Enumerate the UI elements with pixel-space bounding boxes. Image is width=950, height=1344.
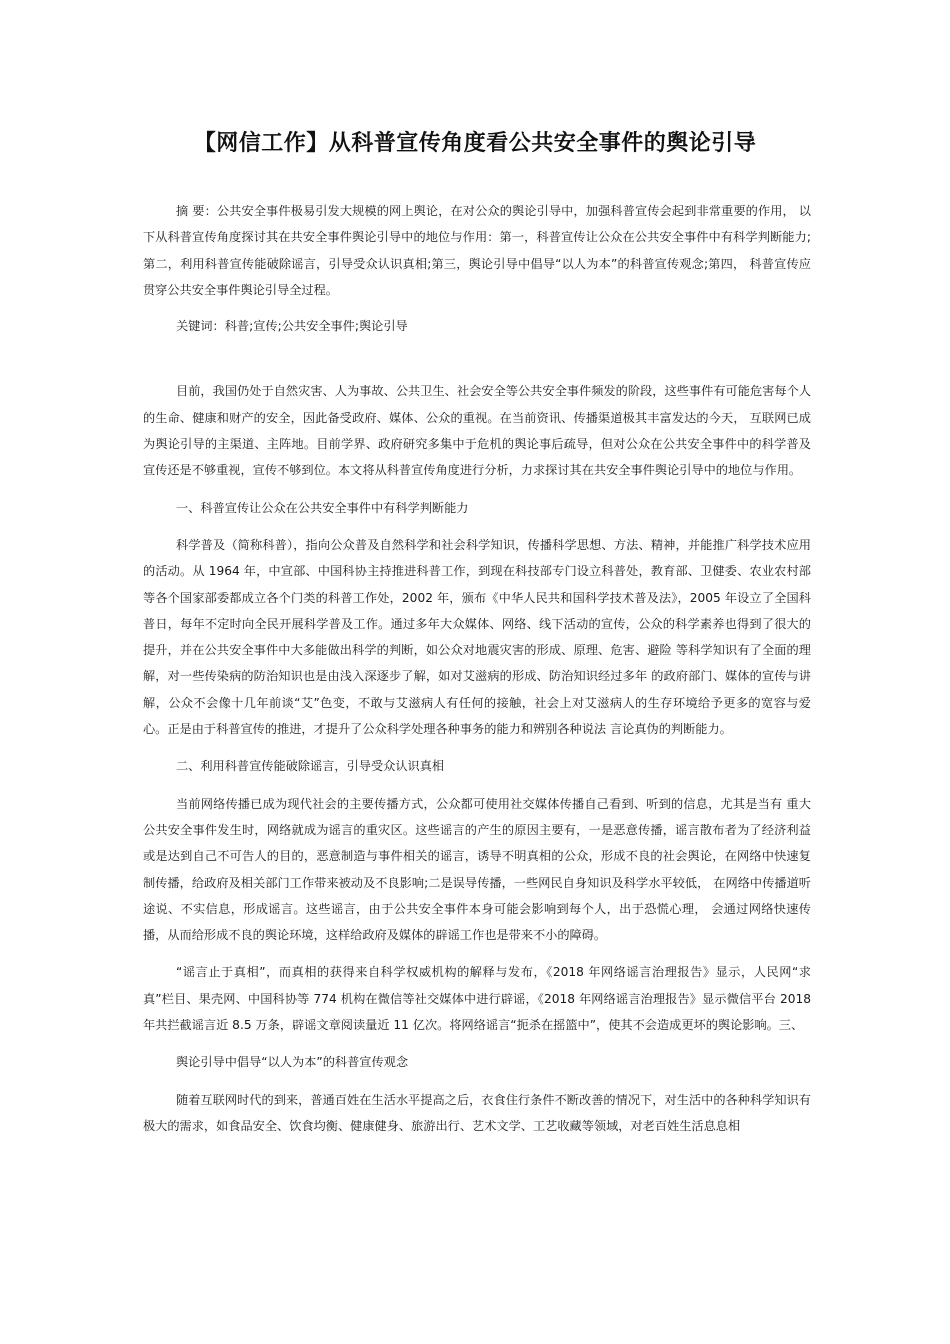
section-heading-3: 舆论引导中倡导“以人为本”的科普宣传观念: [176, 1055, 409, 1070]
section-2-paragraph: 当前网络传播已成为现代社会的主要传播方式，公众都可使用社交媒体传播自己看到、听到的信息，尤其是当有 重大公共安全事件发生时，网络就成为谣言的重灾区。这些谣言的产生的原因主要有，一是恶意传播，谣言散布者为了经济利益或是达到自己不可告人的目的，恶意制造与事件相关的谣言，诱导不明真相的公众，形成不良的社会舆论，在网络中快速复制传播，给政府及相关部门工作带来被动及不良影响;二是误导传播，一些网民自身知识及科学水平较低， 在网络中传播道听途说、不实信息，形成谣言。这些谣言，由于公共安全事件本身可能会影响到每个人，出于恐慌心理， 会通过网络快速传播，从而给形成不良的舆论环境，这样给政府及媒体的辟谣工作也是带来不小的障碍。: [143, 796, 811, 943]
section-1-paragraph: 科学普及（简称科普），指向公众普及自然科学和社会科学知识，传播科学思想、方法、精神，并能推广科学技术应用的活动。从 1964 年，中宣部、中国科协主持推进科普工作，到现在科技部专门设立科普处，教育部、卫健委、农业农村部等各个国家部委都成立各个门类的科普工作处，2002 年，颁布《中华人民共和国科学技术普及法》，2005 年设立了全国科普日，每年不定时向全民开展科学普及工作。通过多年大众媒体、网络、线下活动的宣传，公众的科学素养也得到了很大的提升，并在公共安全事件中大多能做出科学的判断，如公众对地震灾害的形成、原理、危害、避险 等科学知识有了全面的理解，对一些传染病的防治知识也是由浅入深逐步了解，如对艾滋病的形成、防治知识经过多年 的政府部门、媒体的宣传与讲解，公众不会像十几年前谈“艾”色变，不敢与艾滋病人有任何的接触，社会上对艾滋病人的生存环境给予更多的宽容与爱心。正是由于科普宣传的推进，才提升了公众科学处理各种事务的能力和辨别各种说法 言论真伪的判断能力。: [143, 537, 811, 737]
keywords-line: 关键词：科普;宣传;公共安全事件;舆论引导: [176, 319, 408, 334]
section-heading-1: 一、科普宣传让公众在公共安全事件中有科学判断能力: [176, 500, 469, 515]
document-body: [143, 198, 811, 1139]
abstract-paragraph: 摘 要：公共安全事件极易引发大规模的网上舆论，在对公众的舆论引导中，加强科普宣传会起到非常重要的作用， 以下从科普宣传角度探讨其在共安全事件舆论引导中的地位与作用：第一，科普宣传让公众在公共安全事件中有科学判断能力;第二，利用科普宣传能破除谣言，引导受众认识真相;第三，舆论引导中倡导“以人为本”的科普宣传观念;第四， 科普宣传应贯穿公共安全事件舆论引导全过程。: [143, 204, 811, 297]
intro-paragraph: 目前，我国仍处于自然灾害、人为事故、公共卫生、社会安全等公共安全事件频发的阶段，这些事件有可能危害每个人的生命、健康和财产的安全，因此备受政府、媒体、公众的重视。在当前资讯、传播渠道极其丰富发达的今天， 互联网已成为舆论引导的主渠道、主阵地。目前学界、政府研究多集中于危机的舆论事后疏导，但对公众在公共安全事件中的科学普及宣传还是不够重视，宣传不够到位。本文将从科普宣传角度进行分析，力求探讨其在共安全事件舆论引导中的地位与作用。: [143, 384, 811, 478]
section-heading-2: 二、利用科普宣传能破除谣言，引导受众认识真相: [176, 759, 445, 774]
section-3-paragraph: 随着互联网时代的到来，普通百姓在生活水平提高之后，衣食住行条件不断改善的情况下，对生活中的各种科学知识有极大的需求，如食品安全、饮食均衡、健康健身、旅游出行、艺术文学、工艺收藏等领域，对老百姓生活息息相: [143, 1092, 811, 1133]
document-title: 【网信工作】从科普宣传角度看公共安全事件的舆论引导: [193, 131, 757, 156]
rumor-report-paragraph: “谣言止于真相”，而真相的获得来自科学权威机构的解释与发布，《2018 年网络谣言治理报告》显示，人民网“求真”栏目、果壳网、中国科协等 774 机构在微信等社交媒体中进行辟谣，《2018 年网络谣言治理报告》显示微信平台 2018 年共拦截谣言近 8.5 万条，辟谣文章阅读量近 11 亿次。将网络谣言“扼杀在摇篮中”，使其不会造成更坏的舆论影响。三、: [143, 965, 811, 1033]
